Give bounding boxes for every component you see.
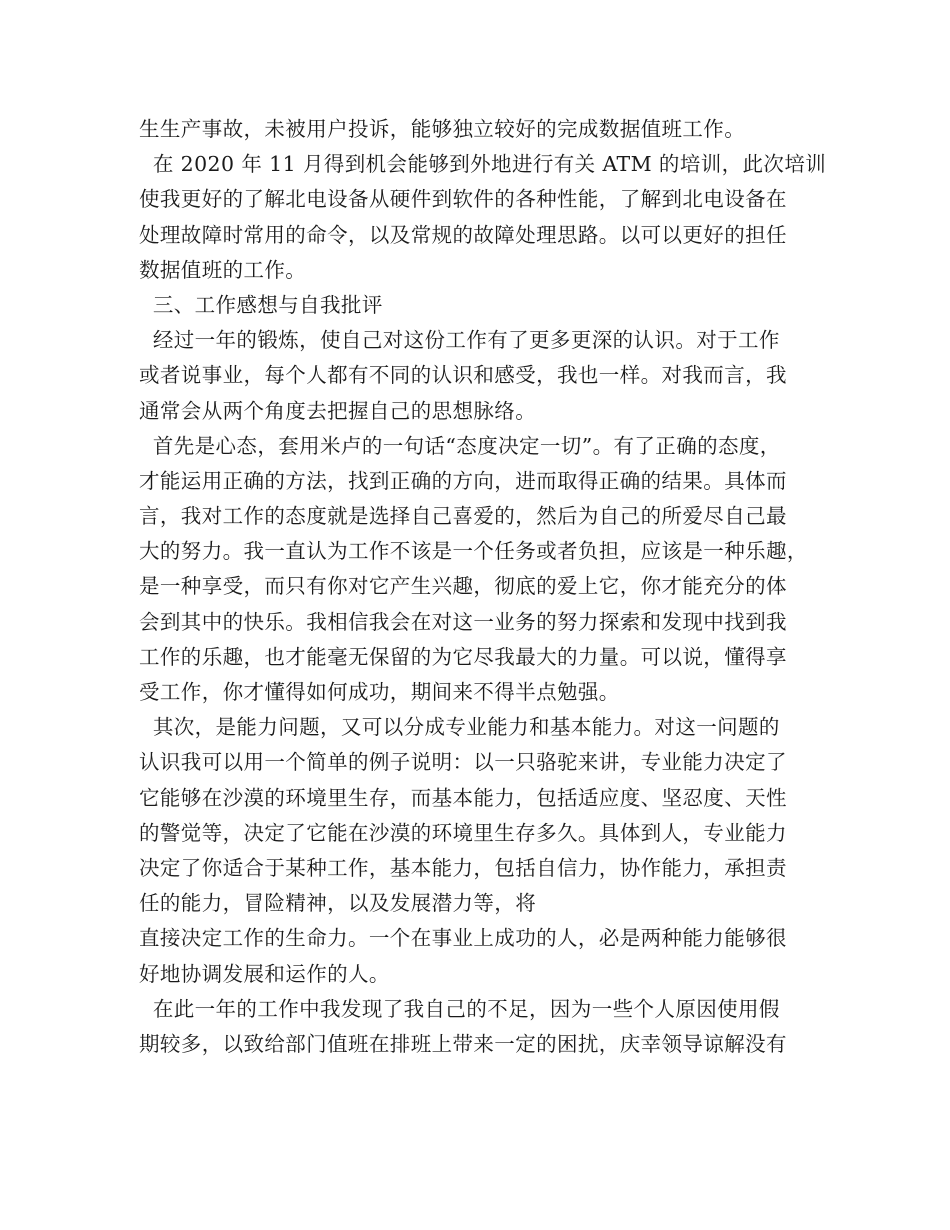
body-line: 直接决定工作的生命力。一个在事业上成功的人，必是两种能力能够很 [139,926,787,951]
body-line: 认识我可以用一个简单的例子说明：以一只骆驼来讲，专业能力决定了 [139,750,787,775]
body-line: 任的能力，冒险精神，以及发展潜力等，将 [139,891,537,916]
body-line: 或者说事业，每个人都有不同的认识和感受，我也一样。对我而言，我 [139,363,787,388]
body-line: 是一种享受，而只有你对它产生兴趣，彻底的爱上它，你才能充分的体 [139,574,787,599]
body-line: 通常会从两个角度去把握自己的思想脉络。 [139,398,537,423]
body-line: 言，我对工作的态度就是选择自己喜爱的，然后为自己的所爱尽自己最 [139,504,787,529]
body-line: 使我更好的了解北电设备从硬件到软件的各种性能，了解到北电设备在 [139,187,787,212]
body-line: 经过一年的锻炼，使自己对这份工作有了更多更深的认识。对于工作 [139,328,780,353]
section-heading: 三、工作感想与自我批评 [139,292,383,317]
body-line: 才能运用正确的方法，找到正确的方向，进而取得正确的结果。具体而 [139,468,787,493]
document-body [139,112,829,1062]
body-line: 在此一年的工作中我发现了我自己的不足，因为一些个人原因使用假 [139,996,780,1021]
body-line: 数据值班的工作。 [139,257,307,282]
body-line: 工作的乐趣，也才能毫无保留的为它尽我最大的力量。可以说，懂得享 [139,644,787,669]
body-line: 生生产事故，未被用户投诉，能够独立较好的完成数据值班工作。 [139,117,746,141]
body-line: 首先是心态，套用米卢的一句话“态度决定一切”。有了正确的态度， [139,433,781,458]
body-line: 期较多，以致给部门值班在排班上带来一定的困扰，庆幸领导谅解没有 [139,1031,787,1056]
body-line: 处理故障时常用的命令，以及常规的故障处理思路。以可以更好的担任 [139,222,787,247]
body-line: 的警觉等，决定了它能在沙漠的环境里生存多久。具体到人，专业能力 [139,820,787,845]
body-line: 好地协调发展和运作的人。 [139,961,390,986]
body-line: 受工作，你才懂得如何成功，期间来不得半点勉强。 [139,680,620,704]
body-line: 会到其中的快乐。我相信我会在对这一业务的努力探索和发现中找到我 [139,609,787,634]
body-line: 在 2020 年 11 月得到机会能够到外地进行有关 ATM 的培训，此次培训 [139,152,827,177]
body-line: 它能够在沙漠的环境里生存，而基本能力，包括适应度、坚忍度、天性 [139,785,787,810]
body-line: 大的努力。我一直认为工作不该是一个任务或者负担，应该是一种乐趣， [139,539,808,564]
body-line: 决定了你适合于某种工作，基本能力，包括自信力，协作能力，承担责 [139,855,787,880]
body-line: 其次，是能力问题，又可以分成专业能力和基本能力。对这一问题的 [139,715,780,740]
